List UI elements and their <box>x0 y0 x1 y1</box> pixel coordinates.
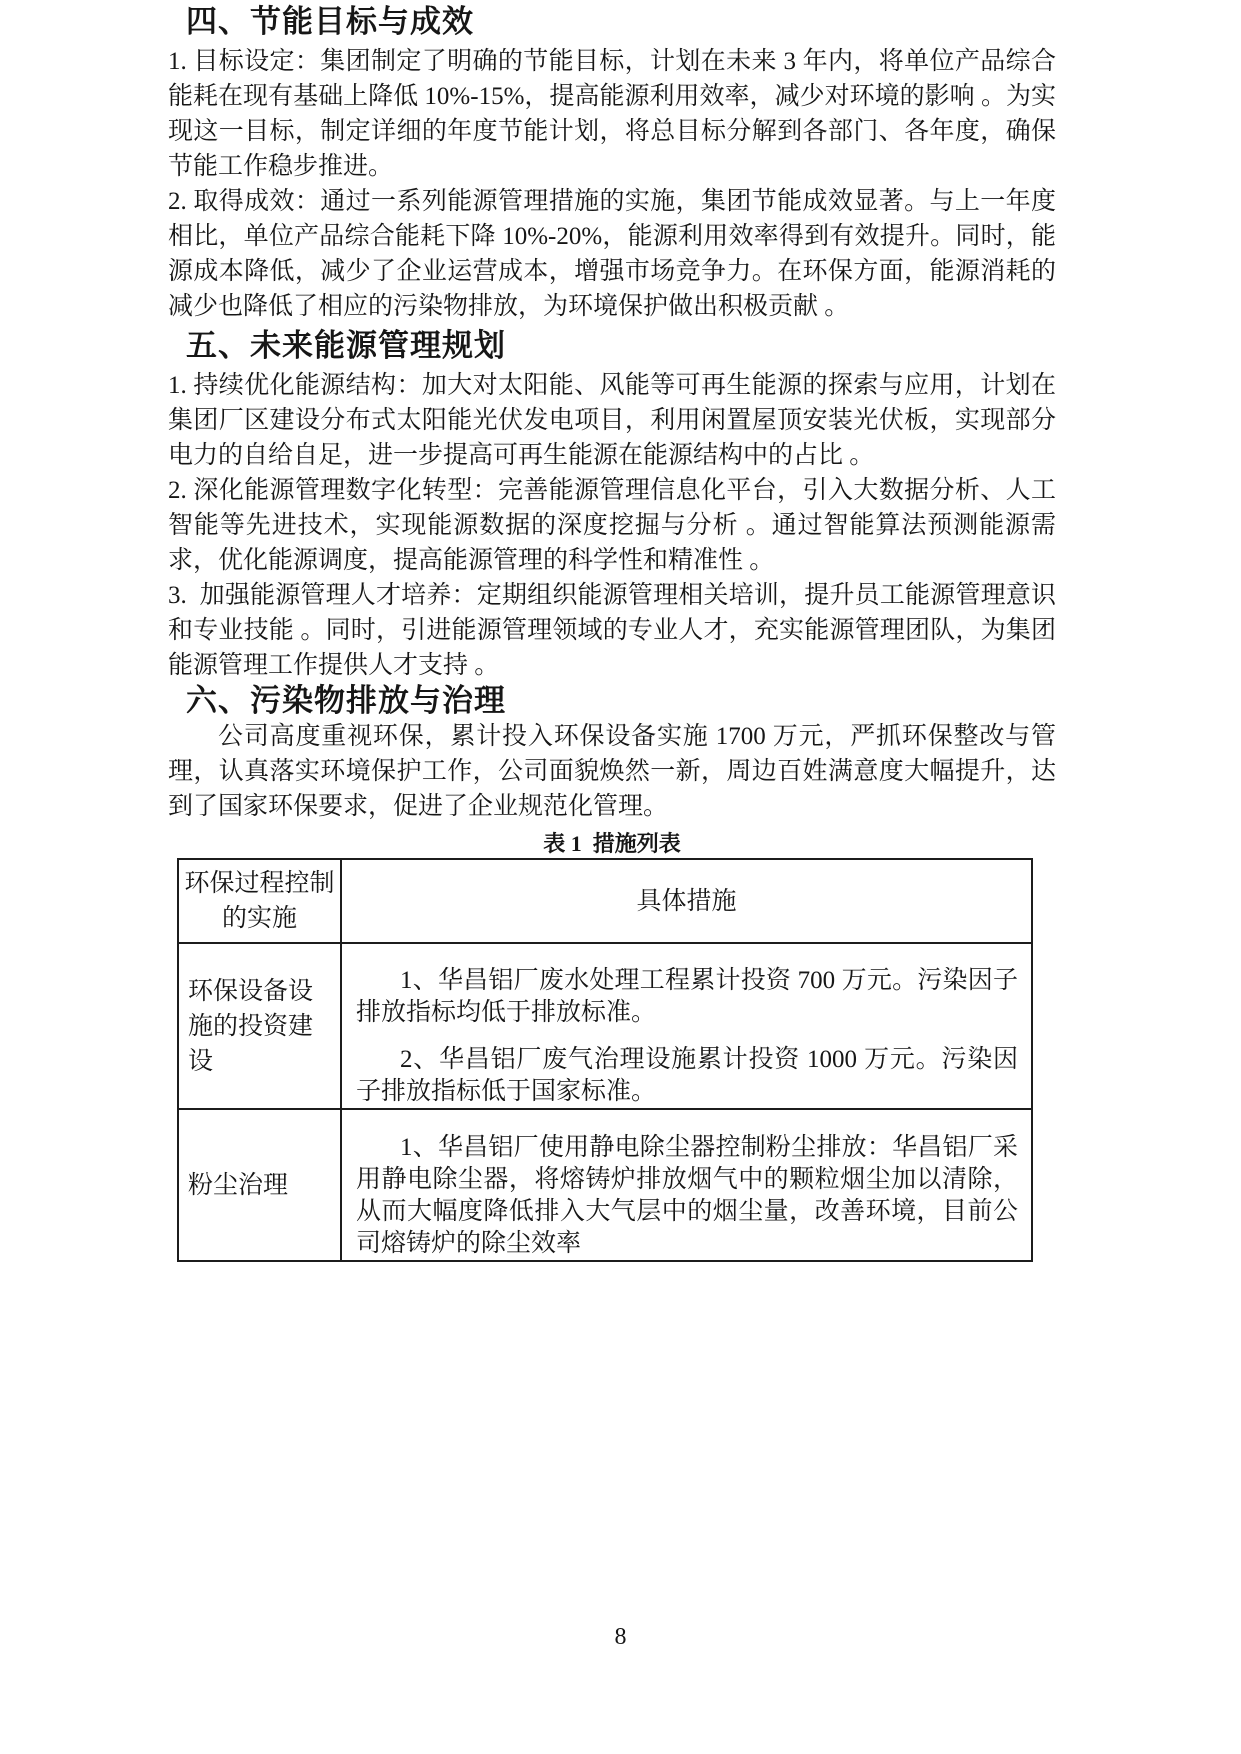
measure-electrostatic-precipitator: 1、华昌铝厂使用静电除尘器控制粉尘排放：华昌铝厂采用静电除尘器，将熔铸炉排放烟气中的颗粒烟尘加以清除，从而大幅度降低排入大气层中的烟尘量，改善环境，目前公司熔铸炉的除尘效率 <box>356 1134 1018 1257</box>
row-measures-equipment-investment <box>341 943 1032 1109</box>
table-row <box>178 943 1032 1109</box>
paragraph-environment-investment: 公司高度重视环保，累计投入环保设备实施 1700 万元，严抓环保整改与管理，认真落实环境保护工作，公司面貌焕然一新，周边百姓满意度大幅提升，达到了国家环保要求，促进了企业规范化管理。 <box>168 723 1056 820</box>
table-row <box>178 1109 1032 1261</box>
paragraph-goal-setting: 1. 目标设定：集团制定了明确的节能目标，计划在未来 3 年内，将单位产品综合能耗在现有基础上降低 10%-15%，提高能源利用效率，减少对环境的影响 。为实现这一目标，制定详细的年度节能计划，将总目标分解到各部门、各年度，确保节能工作稳步推进。 <box>168 48 1056 180</box>
table-caption: 表 1 措施列表 <box>543 831 681 856</box>
table-header-row <box>178 859 1032 943</box>
measures-table <box>177 858 1033 1262</box>
paragraph-optimize-energy-structure: 1. 持续优化能源结构：加大对太阳能、风能等可再生能源的探索与应用，计划在集团厂区建设分布式太阳能光伏发电项目，利用闲置屋顶安装光伏板，实现部分电力的自给自足，进一步提高可再生能源在能源结构中的占比 。 <box>168 372 1056 469</box>
section-heading-pollution-control: 六、污染物排放与治理 <box>186 683 506 718</box>
header-cell-process-control: 环保过程控制的实施 <box>178 859 341 943</box>
page-content <box>168 0 1056 1262</box>
paragraph-digital-transformation: 2. 深化能源管理数字化转型：完善能源管理信息化平台，引入大数据分析、人工智能等先进技术，实现能源数据的深度挖掘与分析 。通过智能算法预测能源需求，优化能源调度，提高能源管理的科学性和精准性 。 <box>168 477 1056 574</box>
page-number: 8 <box>614 1624 627 1650</box>
row-label-dust-control: 粉尘治理 <box>178 1109 341 1261</box>
measure-wastegas: 2、华昌铝厂废气治理设施累计投资 1000 万元。污染因子排放指标低于国家标准。 <box>356 1046 1018 1105</box>
row-measures-dust-control <box>341 1109 1032 1261</box>
row-label-equipment-investment: 环保设备设施的投资建设 <box>178 943 341 1109</box>
paragraph-talent-training: 3. 加强能源管理人才培养：定期组织能源管理相关培训，提升员工能源管理意识和专业技能 。同时，引进能源管理领域的专业人才，充实能源管理团队，为集团能源管理工作提供人才支持 。 <box>168 582 1056 679</box>
paragraph-achievements: 2. 取得成效：通过一系列能源管理措施的实施，集团节能成效显著。与上一年度相比，单位产品综合能耗下降 10%-20%，能源利用效率得到有效提升。同时，能源成本降低，减少了企业运营成本，增强市场竞争力。在环保方面，能源消耗的减少也降低了相应的污染物排放，为环境保护做出积极贡献 。 <box>168 188 1056 320</box>
header-cell-specific-measures: 具体措施 <box>341 859 1032 943</box>
section-heading-future-energy-plan: 五、未来能源管理规划 <box>186 328 506 363</box>
measure-wastewater: 1、华昌铝厂废水处理工程累计投资 700 万元。污染因子排放指标均低于排放标准。 <box>356 967 1018 1026</box>
section-heading-energy-goals: 四、节能目标与成效 <box>186 4 474 39</box>
